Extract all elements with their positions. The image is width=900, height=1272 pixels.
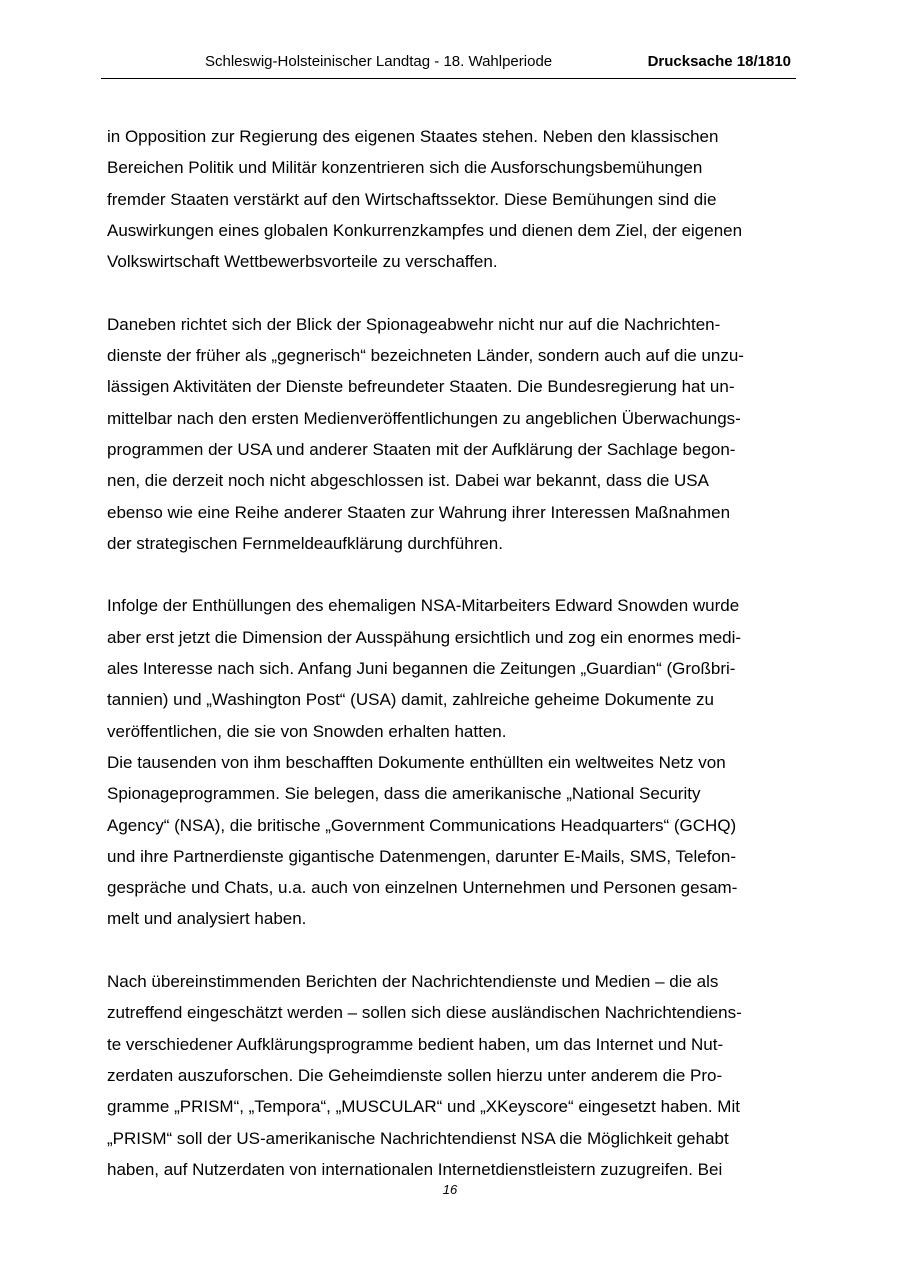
text-line: tannien) und „Washington Post“ (USA) damit, zahlreiche geheime Dokumente zu [107, 690, 714, 710]
page-number: 16 [442, 1182, 458, 1197]
text-line: gramme „PRISM“, „Tempora“, „MUSCULAR“ und „XKeyscore“ eingesetzt haben. Mit [107, 1097, 740, 1117]
paragraph [107, 590, 797, 746]
paragraph [107, 747, 797, 935]
text-line: Volkswirtschaft Wettbewerbsvorteile zu verschaffen. [107, 252, 498, 272]
text-line: haben, auf Nutzerdaten von internationalen Internetdienstleistern zuzugreifen. Bei [107, 1159, 723, 1179]
document-number: Drucksache 18/1810 [647, 53, 791, 70]
text-line: „PRISM“ soll der US-amerikanische Nachrichtendienst NSA die Möglichkeit gehabt [107, 1128, 729, 1148]
text-line: dienste der früher als „gegnerisch“ bezeichneten Länder, sondern auch auf die unzu- [107, 346, 744, 366]
text-line: Agency“ (NSA), die britische „Government Communications Headquarters“ (GCHQ) [107, 815, 737, 835]
text-line: lässigen Aktivitäten der Dienste befreundeter Staaten. Die Bundesregierung hat un- [107, 377, 735, 397]
text-line: ebenso wie eine Reihe anderer Staaten zur Wahrung ihrer Interessen Maßnahmen [107, 502, 731, 522]
text-line: aber erst jetzt die Dimension der Ausspähung ersichtlich und zog ein enormes medi- [107, 627, 742, 647]
text-line: und ihre Partnerdienste gigantische Datenmengen, darunter E-Mails, SMS, Telefon- [107, 846, 737, 866]
text-line: nen, die derzeit noch nicht abgeschlossen ist. Dabei war bekannt, dass die USA [107, 471, 709, 491]
paragraph [107, 121, 797, 277]
page-header [101, 52, 796, 79]
text-line: Infolge der Enthüllungen des ehemaligen NSA-Mitarbeiters Edward Snowden wurde [107, 596, 740, 616]
text-line: Daneben richtet sich der Blick der Spionageabwehr nicht nur auf die Nachrichten- [107, 314, 721, 334]
text-line: mittelbar nach den ersten Medienveröffentlichungen zu angeblichen Überwachungs- [107, 408, 741, 428]
text-line: Bereichen Politik und Militär konzentrieren sich die Ausforschungsbemühungen [107, 158, 703, 178]
text-line: veröffentlichen, die sie von Snowden erhalten hatten. [107, 721, 507, 741]
text-line: Spionageprogrammen. Sie belegen, dass die amerikanische „National Security [107, 784, 701, 804]
text-line: Nach übereinstimmenden Berichten der Nachrichtendienste und Medien – die als [107, 972, 719, 992]
text-line: Die tausenden von ihm beschafften Dokumente enthüllten ein weltweites Netz von [107, 752, 726, 772]
text-line: te verschiedener Aufklärungsprogramme bedient haben, um das Internet und Nut- [107, 1034, 724, 1054]
text-line: fremder Staaten verstärkt auf den Wirtschaftssektor. Diese Bemühungen sind die [107, 189, 717, 209]
text-line: zerdaten auszuforschen. Die Geheimdienste sollen hierzu unter anderem die Pro- [107, 1065, 723, 1085]
text-line: in Opposition zur Regierung des eigenen Staates stehen. Neben den klassischen [107, 127, 719, 146]
text-line: melt und analysiert haben. [107, 909, 307, 929]
header-title: Schleswig-Holsteinischer Landtag - 18. Wahlperiode [205, 53, 553, 70]
text-line: ales Interesse nach sich. Anfang Juni begannen die Zeitungen „Guardian“ (Großbri- [107, 659, 736, 679]
body-text [107, 121, 797, 1216]
paragraph [107, 966, 797, 1185]
paragraph [107, 309, 797, 559]
text-line: gespräche und Chats, u.a. auch von einzelnen Unternehmen und Personen gesam- [107, 878, 738, 898]
text-line: zutreffend eingeschätzt werden – sollen sich diese ausländischen Nachrichtendiens- [107, 1003, 742, 1023]
text-line: programmen der USA und anderer Staaten mit der Aufklärung der Sachlage begon- [107, 439, 736, 459]
text-line: Auswirkungen eines globalen Konkurrenzkampfes und dienen dem Ziel, der eigenen [107, 220, 743, 240]
text-line: der strategischen Fernmeldeaufklärung durchführen. [107, 533, 503, 553]
